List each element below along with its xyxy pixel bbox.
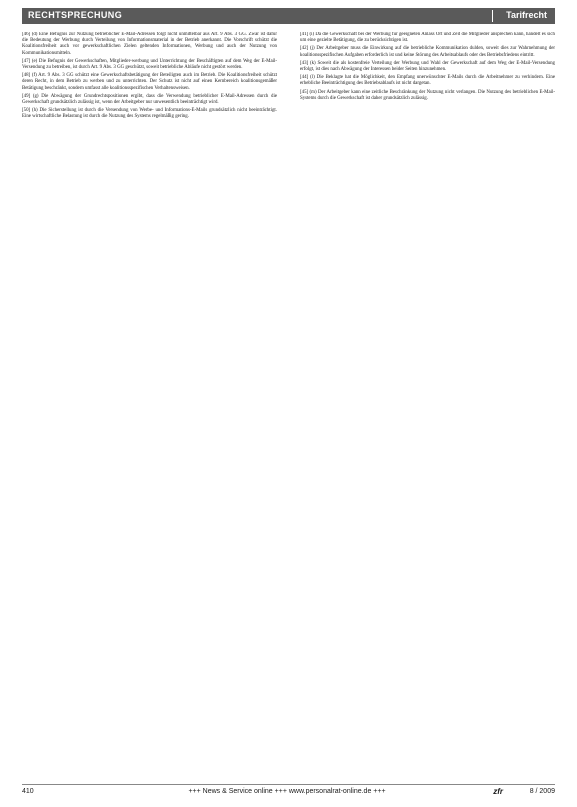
paragraph: [41] (i) Da die Gewerkschaft bei der Werbung für geeigneten Anlass Ort und Zeit die Mitglieder ansprechen kann, handelt es sich um eine gezielte Betätigung, die zu berücksichtigen ist.	[300, 32, 555, 44]
paragraph: [45] (m) Der Arbeitgeber kann eine zeitliche Beschränkung der Nutzung nicht verlangen. Die Nutzung des betrieblichen E-Mail-Systems durch die Gewerkschaft ist daher grundsätzlich zulässig.	[300, 89, 555, 101]
paragraph: [48] (f) Art. 9 Abs. 3 GG schützt eine Gewerkschaftsbetätigung der Beteiligten auch im Betrieb. Die Koalitionsfreiheit schützt deren Recht, in dem Betrieb zu werben und zu unterrichten. Der Schutz ist nicht auf einen Kernbereich koalitionsgemäßer Betätigung beschränkt, sondern umfasst alle koalitionsspezifischen Verhaltensweisen.	[22, 73, 277, 91]
subsection-title: Tarifrecht	[506, 10, 547, 20]
paragraph: [42] (j) Der Arbeitgeber muss die Einwirkung auf die betriebliche Kommunikation dulden, soweit dies zur Wahrnehmung der koalitionsspezifischen Aufgaben erforderlich ist und keine Störung des Arbeitsablaufs oder des Betriebsfriedens eintritt.	[300, 46, 555, 58]
section-title: RECHTSPRECHUNG	[28, 10, 123, 20]
page-number: 410	[22, 788, 34, 795]
page-footer	[22, 784, 555, 799]
footer-link[interactable]: +++ News & Service online +++ www.personalrat-online.de +++	[188, 788, 386, 795]
paragraph: [46] (d) Eine Befugnis zur Nutzung betrieblicher E-Mail-Adressen folgt nicht unmittelbar aus Art. 9 Abs. 3 GG. Zwar ist dafür die Bedeutung der Werbung durch Verteilung von Informationsmaterial in der Betrieb anerkannt. Die Vorschrift schützt die Koalitionsfreiheit auch vor gewerkschaftlichen Zielen geltenden Informationen, Werbung und auch der Nutzung von Kommunikationsmitteln.	[22, 32, 277, 56]
right-column	[300, 32, 555, 772]
header-divider	[492, 10, 493, 22]
paragraph: [47] (e) Die Befugnis der Gewerkschaften, Mitglieder-werbung und Unterrichtung der Beschäftigten auf dem Weg der E-Mail-Versendung zu betreiben, ist durch Art. 9 Abs. 3 GG geschützt, soweit betriebliche Abläufe nicht gestört werden.	[22, 58, 277, 71]
paragraph: [43] (k) Soweit die als kostenfreie Verteilung der Werbung und Wahl der Gewerkschaft auf dem Weg der E-Mail-Versendung erfolgt, ist dies nach Abwägung der Interessen beider Seiten hinzunehmen.	[300, 60, 555, 73]
issue-number: 8 / 2009	[529, 788, 555, 795]
paragraph: [49] (g) Die Abwägung der Grundrechtspositionen ergibt, dass die Verwendung betrieblicher E-Mail-Adressen durch die Gewerkschaft grundsätzlich zulässig ist, wenn der Arbeitgeber nur unwesentlich beeinträchtigt wird.	[22, 93, 277, 106]
paragraph: [50] (h) Die Sicherstellung ist durch die Versendung von Werbe- und Informations-E-Mails grundsätzlich nicht beeinträchtigt. Eine wirtschaftliche Belastung ist durch die Nutzung des Systems regelmäßig gering.	[22, 108, 277, 120]
publication-logo: zfr	[493, 787, 503, 796]
paragraph: [44] (l) Die Beklagte hat die Möglichkeit, den Empfang unerwünschter E-Mails durch die Arbeitnehmer zu verhindern. Eine erhebliche Beeinträchtigung des Betriebsablaufs ist nicht dargetan.	[300, 75, 555, 87]
page-header	[22, 8, 555, 24]
left-column	[22, 32, 277, 772]
